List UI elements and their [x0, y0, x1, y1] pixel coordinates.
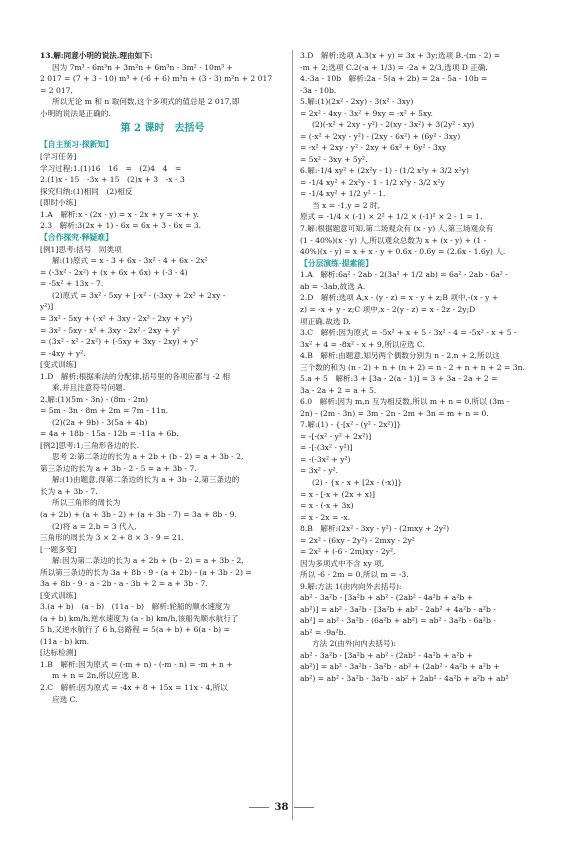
right-line: 40%)(x - y) = x + x - y + 0.6x - 0.6y = (2.6x - 1.6y) 人. — [300, 247, 506, 257]
right-line: ab² = -9a²b. — [300, 627, 346, 637]
right-line: 5.解:(1)(2x² - 2xy) - 3(x² - 3xy) — [300, 97, 414, 107]
right-line: (2) - {x - x + [2x - (-x)]} — [312, 477, 403, 487]
left-line: = (3x² - x² - 2x²) + (-5xy + 3xy - 2xy) + y² — [40, 337, 199, 347]
right-line: ab²)] = ab² - 3a²b - 3a²b - ab² + (2ab² - 4a²b + a²b + — [300, 662, 500, 672]
right-line: 【分层演练·提素能】 — [300, 258, 373, 268]
right-line: 3.C 解析:因为原式 = -5x² + x + 5 - 3x² - 4 = -5x² - x + 5 - — [300, 328, 517, 338]
right-line: ab²)] = ab² - 3a²b - [3a²b + ab² - 2ab² + 4a²b - a²b - — [300, 604, 496, 614]
right-line: 7.解:根据题意可知,第二场观众有 (x - y) 人,第三场观众有 — [300, 223, 494, 233]
right-line: = -1/4 xy² + 2x²y - 1 - 1/2 x²y - 3/2 x²y — [300, 177, 445, 187]
right-line: 方法 2(由外向内去括号): — [312, 639, 397, 649]
left-line: [变式训练] — [40, 360, 77, 370]
left-line: 1.A 解析:x - (2x - y) = x - 2x + y = -x + y. — [40, 209, 199, 219]
left-line: 3a + 8b - 9 - a - 2b - a - 3b + 2 = a + 3b - 7. — [40, 579, 208, 589]
left-line: 1.D 解析:根据乘法的分配律,括号里的各项应都与 -2 相 — [40, 371, 230, 381]
left-line: (2)(2a + 9b) - 3(5a + 4b) — [52, 417, 148, 427]
right-line: ab = -3ab,故选 A. — [300, 281, 366, 291]
left-line: 解:因为第二条边的长为 a + 2b + (b - 2) = a + 3b - 2, — [52, 556, 244, 566]
right-line: ab² - 3a²b - [3a²b + ab² - (2ab² - 4a²b + a²b + — [300, 650, 474, 660]
right-line: 4.B 解析:由题意,知另两个偶数分别为 n - 2,n + 2,所以这 — [300, 351, 500, 361]
right-line: 3x² + 4 = -8x² - x + 9,所以应选 C. — [300, 339, 425, 349]
right-line: = 2x² + (-6 - 2m)xy - 2y², — [300, 547, 396, 557]
right-line: 8.B 解析:(2x² - 3xy - y²) - (2mxy + 2y²) — [300, 524, 450, 534]
left-line: 2.(1)x - 15 -3x + 15 (2)x + 3 -x - 3 — [40, 175, 185, 185]
right-line: = 3x² - y². — [300, 466, 339, 476]
left-line: 所以无论 m 和 n 取何数,这个多项式的值总是 2 017,即 — [52, 97, 240, 107]
right-line: z) = -x + y - z;C 项中,x - 2(y - z) = x - 2z - 2y;D — [300, 305, 476, 314]
right-line: 6.0 解析:因为 m,n 互为相反数,所以 m + n = 0,所以 (3m - — [300, 397, 510, 407]
right-line: 项正确.故选 D. — [300, 316, 352, 326]
left-line: 解:(1)由题意,得第二条边的长为 a + 3b - 2,第三条边的 — [52, 475, 240, 485]
left-line: 学习过程:1.(1)16 16 = (2)4 4 = — [40, 163, 182, 173]
left-line: [例2]思考:1;三角形各边的长. — [40, 440, 140, 450]
left-line: 2.C 解析:因为原式 = -4x + 8 + 15x = 11x - 4,所以 — [40, 682, 228, 692]
left-line: = 3x² - 5xy - x² + 3xy - 2x² - 2xy + y² — [40, 325, 180, 335]
column-divider — [292, 50, 293, 820]
right-line: 5.a + 5 解析:3 + [3a - 2(a - 1)] = 3 + 3a - 2a + 2 = — [300, 374, 498, 384]
left-line: (a + 2b) + (a + 3b - 2) + (a + 3b - 7) = 3a + 8b - 9. — [40, 510, 237, 519]
left-line: 应选 C. — [52, 694, 78, 704]
left-line: [达标检测] — [40, 648, 77, 658]
right-line: 2.D 解析:选项 A,x - (y - z) = x - y + z;B 项中,-(x - y + — [300, 293, 499, 303]
left-line: 5 h,又逆水航行了 6 h,总路程 = 5(a + b) + 6(a - b) = — [40, 625, 230, 635]
left-line: 【自主预习·探新知】 — [40, 140, 113, 150]
right-line: = x - [-x + (2x + x)] — [300, 489, 375, 499]
left-line: (2)将 a = 2,b = 3 代入, — [52, 521, 137, 531]
left-line: 所以第三条边的长为 3a + 8b - 9 - (a + 2b) - (a + 3b - 2) = — [40, 567, 252, 577]
right-line: 因为多项式中不含 xy 项, — [300, 558, 385, 568]
left-line: 探究归纳:(1)相同 (2)相反 — [40, 186, 133, 196]
left-line: 解:(1)原式 = x - 3 + 6x - 3x² - 4 + 6x - 2x² — [52, 256, 208, 266]
right-line: = (-x² + 2xy - y²) - (2xy - 6x²) + (6y² - 3xy) — [300, 131, 461, 141]
right-line: 3a - 2a + 2 = a + 5. — [300, 385, 377, 395]
left-line: = 4a + 18b - 15a - 12b = -11a + 6b. — [40, 429, 179, 439]
left-line: (11a - b) km. — [40, 636, 89, 646]
right-line: = 2x² - (6xy - 2y²) - 2mxy - 2y² — [300, 535, 415, 545]
left-line: [学习任务] — [40, 152, 77, 162]
left-line: 2 017 = (7 + 3 - 10) m³ + (-6 + 6) m³n + (3 - 3) m²n + 2 017 — [40, 74, 273, 84]
right-line: = -(-3x² + y²) — [300, 454, 351, 464]
left-line: = 5m - 3n - 8m + 2m = 7m - 11n. — [40, 406, 169, 416]
left-line: 2.3 解析:3(2x + 1) - 6x = 6x + 3 - 6x = 3. — [40, 221, 202, 231]
right-line: ab²) = ab² - 3a²b - 3a²b - ab² + 2ab² - 4a²b + a²b + ab² — [300, 674, 509, 683]
right-line: = -1/4 xy² + 1/2 y² - 1. — [300, 189, 386, 199]
left-line: 3.(a + b) (a - b) (11a - b) 解析:轮船的顺水速度为 — [40, 602, 231, 612]
right-line: = -x² + 2xy - y² - 2xy + 6x² + 6y² - 3xy — [300, 143, 447, 153]
right-line: = -[-(x² - y² + 2x²)] — [300, 431, 372, 441]
right-line: -m + 2;选项 C.2(-a + 1/3) = -2a + 2/3,选项 D 正确. — [300, 62, 488, 72]
right-line: 9.解:方法 1(由内向外去括号): — [300, 581, 402, 591]
right-line: 3.D 解析:选项 A.3(x + y) = 3x + 3y;选项 B.-(m - 2) = — [300, 51, 501, 60]
right-line: 原式 = -1/4 × (-1) × 2² + 1/2 × (-1)² × 2 - 1 = 1. — [300, 212, 483, 222]
left-line: [变式训练] — [40, 590, 77, 600]
left-line: (2)原式 = 3x² - 5xy + [-x² - (-3xy + 2x² + 2xy - — [52, 290, 226, 300]
right-line: 三个数的和为 (n - 2) + n + (n + 2) = n - 2 + n + n + 2 = 3n. — [300, 362, 525, 372]
left-line: m + n = 2n,所以应选 B. — [52, 671, 140, 681]
left-line: 三角形的周长为 3 × 2 + 8 × 3 - 9 = 21. — [40, 533, 184, 543]
left-line: = (-3x² - 2x²) + (x + 6x + 6x) + (-3 - 4) — [40, 267, 188, 277]
right-line: 所以 -6 - 2m = 0,所以 m = -3. — [300, 570, 409, 580]
left-line: = -4xy + y². — [40, 348, 86, 358]
left-line: y²)] — [40, 302, 54, 312]
right-line: 2n) - (2m - 3n) = 3m - 2n - 2m + 3n = m + n = 0. — [300, 408, 489, 418]
right-line: = 5x² - 3xy + 5y². — [300, 154, 368, 164]
left-column — [40, 50, 285, 705]
right-line: -3a - 10b. — [300, 85, 337, 95]
left-line: 长为 a + 3b - 7. — [40, 486, 98, 496]
left-line: 思考 2:第二条边的长为 a + 2b + (b - 2) = a + 3b - 2, — [52, 452, 244, 462]
right-line: ab² - 3a²b - [3a²b + ab² - (2ab² - 4a²b + a²b + — [300, 593, 474, 603]
right-line: ab²] = ab² - 3a²b - (6a²b + ab²) = ab² - 3a²b - 6a²b - — [300, 616, 496, 626]
lesson-title: 第 2 课时 去括号 — [120, 123, 205, 135]
left-line: = -5x² + 13x - 7. — [40, 279, 104, 289]
left-line: 1.B 解析:因为原式 = (-m + n) - (-m - n) = -m + n + — [40, 659, 233, 669]
left-line: 【合作探究·释疑难】 — [40, 232, 113, 242]
left-line: [例1]思考:括号 同类项 — [40, 244, 122, 254]
right-line: = x - (-x + 3x) — [300, 501, 354, 511]
right-line: (1 - 40%)(x - y) 人,所以观众总数为 x + (x - y) + (1 - — [300, 235, 487, 245]
left-line: 小明的说法是正确的. — [40, 108, 111, 118]
left-line: 13.解:同意小明的说法.理由如下: — [40, 51, 153, 60]
right-line: = 2x² - 4xy - 3x² + 9xy = -x² + 5xy. — [300, 108, 433, 118]
left-line: 乘,并且注意符号问题. — [52, 383, 126, 393]
left-line: [一题多变] — [40, 544, 77, 554]
right-line: 1.A 解析:6a² - 2ab - 2(3a² + 1/2 ab) = 6a² - 2ab - 6a² - — [300, 270, 508, 280]
right-line: (2)(-x² + 2xy - y²) - 2(xy - 3x²) + 3(2y² - xy) — [312, 120, 475, 130]
left-line: 第三条边的长为 a + 3b - 2 - 5 = a + 3b - 7. — [40, 463, 197, 473]
left-line: (a + b) km/h,逆水速度为 (a - b) km/h,该船先顺水航行了 — [40, 613, 239, 623]
right-column — [300, 50, 546, 685]
right-line: 6.解:-1/4 xy² + (2x²y - 1) - (1/2 x²y + 3/2 x²y) — [300, 166, 470, 176]
right-line: = x - 2x = -x. — [300, 512, 351, 522]
left-line: [即时小练] — [40, 198, 77, 208]
right-line: 4.-3a - 10b 解析:2a - 5(a + 2b) = 2a - 5a - 10b = — [300, 74, 488, 84]
left-line: 因为 7m³ - 6m³n + 3m²n + 6m³n - 3m² - 10m³ + — [52, 62, 233, 72]
right-line: = -[-(3x² - y²)] — [300, 443, 353, 453]
right-line: 当 x = -1,y = 2 时, — [312, 200, 381, 210]
left-line: 2.解:(1)(5m - 3n) - (8m - 2m) — [40, 394, 149, 404]
left-line: = 2 017, — [40, 85, 73, 95]
left-line: = 3x² - 5xy + (-x² + 3xy - 2x² - 2xy + y²) — [40, 313, 193, 323]
page-number: 38 — [0, 800, 563, 815]
right-line: 7.解:(1) - {-[x² - (y² - 2x²)]} — [300, 420, 402, 430]
left-line: 所以三角形的周长为 — [52, 498, 121, 508]
